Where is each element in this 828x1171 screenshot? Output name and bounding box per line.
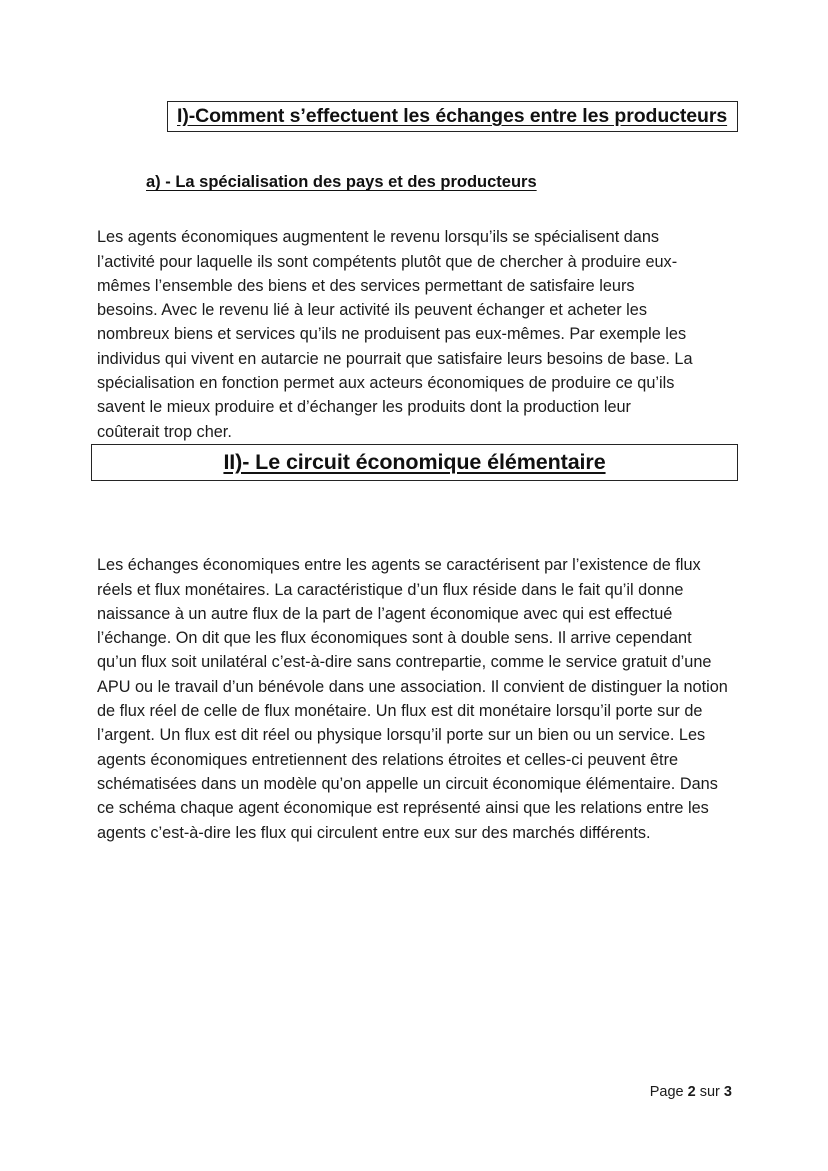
section-heading-box-2 bbox=[91, 444, 738, 481]
footer-total-pages: 3 bbox=[723, 1084, 732, 1100]
footer-prefix: Page bbox=[649, 1084, 688, 1100]
section-heading-2-text: II)- Le circuit économique élémentaire bbox=[223, 450, 606, 474]
subsection-heading-a: a) - La spécialisation des pays et des producteurs bbox=[146, 173, 537, 191]
section-heading-box-1 bbox=[167, 101, 738, 132]
page-footer bbox=[650, 1084, 732, 1100]
footer-current-page: 2 bbox=[687, 1084, 696, 1100]
section-heading-1-text: I)-Comment s’effectuent les échanges entre les producteurs bbox=[177, 105, 728, 127]
footer-middle: sur bbox=[695, 1084, 724, 1100]
section-2-paragraph: Les échanges économiques entre les agents se caractérisent par l’existence de flux réels et flux monétaires. La caractéristique d’un flux réside dans le fait qu’il donne naissance à un autre flux de la part de l’agent économique avec qui est effectué l’échange. On dit que les flux économiques sont à double sens. Il arrive cependant qu’un flux soit unilatéral c’est-à-dire sans contrepartie, comme le service gratuit d’une APU ou le travail d’un bénévole dans une association. Il convient de distinguer la notion de flux réel de celle de flux monétaire. Un flux est dit monétaire lorsqu’il porte sur de l’argent. Un flux est dit réel ou physique lorsqu’il porte sur un bien ou un service. Les agents économiques entretiennent des relations étroites et celles-ci peuvent être schématisées dans un modèle qu’on appelle un circuit économique élémentaire. Dans ce schéma chaque agent économique est représenté ainsi que les relations entre les agents c’est-à-dire les flux qui circulent entre eux sur des marchés différents. bbox=[97, 556, 728, 842]
section-1-paragraph: Les agents économiques augmentent le revenu lorsqu’ils se spécialisent dans l’activité pour laquelle ils sont compétents plutôt que de chercher à produire eux-mêmes l’ensemble des biens et des services permettant de satisfaire leurs besoins. Avec le revenu lié à leur activité ils peuvent échanger et acheter les nombreux biens et services qu’ils ne produisent pas eux-mêmes. Par exemple les individus qui vivent en autarcie ne pourrait que satisfaire leurs besoins de base. La spécialisation en fonction permet aux acteurs économiques de produire ce qu’ils savent le mieux produire et d’échanger les produits dont la production leur coûterait trop cher. bbox=[97, 228, 693, 441]
